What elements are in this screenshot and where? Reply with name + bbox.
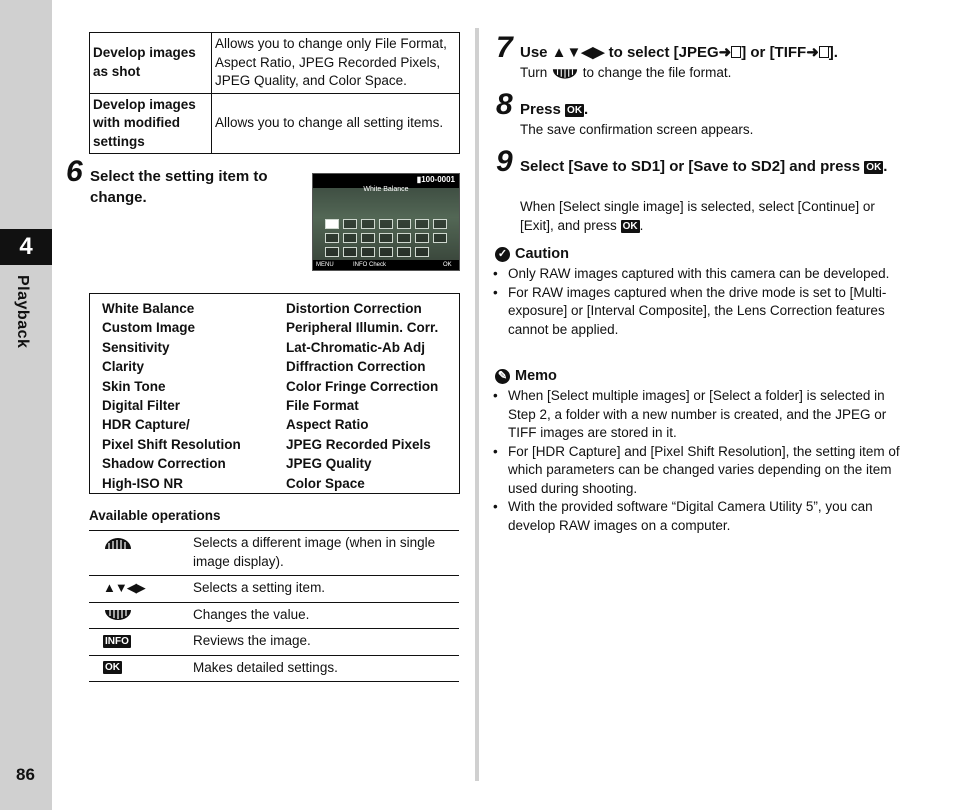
- screen-setting-icon: [361, 219, 375, 229]
- list-item: Aspect Ratio: [286, 417, 369, 433]
- screen-ok-label: OK: [443, 262, 452, 268]
- list-item: Sensitivity: [102, 339, 170, 355]
- screen-menu-label: MENU: [316, 262, 334, 268]
- list-item: Skin Tone: [102, 378, 166, 394]
- convert-arrow-icon: ➜: [718, 44, 732, 61]
- table-row: [89, 655, 459, 682]
- step-7-body: Turn to change the file format.: [520, 65, 732, 80]
- table-row: [90, 93, 460, 154]
- caution-icon: ✓: [495, 247, 510, 262]
- list-item: Peripheral Illumin. Corr.: [286, 320, 439, 336]
- column-divider: [475, 28, 479, 781]
- memo-title: Memo: [515, 368, 557, 384]
- screen-setting-icon: [343, 219, 357, 229]
- list-item: JPEG Quality: [286, 456, 372, 472]
- screen-setting-icon: [397, 219, 411, 229]
- screen-setting-icon: [397, 247, 411, 257]
- camera-screen-thumbnail: [312, 173, 460, 271]
- screen-info-label: INFO: [353, 262, 368, 268]
- list-item: • Only RAW images captured with this camera can be developed.: [490, 265, 900, 284]
- screen-setting-icon: [433, 233, 447, 243]
- caution-list: [490, 265, 900, 339]
- screen-setting-icon: [415, 219, 429, 229]
- screen-file-number: ▮100-0001: [416, 175, 455, 184]
- screen-bottom-bar: [313, 260, 459, 270]
- settings-list-box: [89, 293, 460, 494]
- screen-setting-icon: [361, 233, 375, 243]
- memo-list: [490, 387, 900, 535]
- step-8-number: 8: [496, 88, 513, 121]
- screen-setting-icon: [379, 247, 393, 257]
- list-item: • For [HDR Capture] and [Pixel Shift Resolution], the setting item of which parameters can be changed varies depending on the item used during shooting.: [490, 443, 900, 499]
- ok-button-icon: OK: [866, 161, 882, 173]
- page-number: 86: [16, 765, 35, 784]
- chapter-number: 4: [0, 229, 52, 265]
- list-item: Color Fringe Correction: [286, 378, 439, 394]
- screen-setting-icon: [379, 219, 393, 229]
- step-8-title: Press OK .: [520, 101, 589, 118]
- caution-heading: [495, 246, 569, 262]
- operation-description: Reviews the image.: [193, 633, 311, 648]
- list-item: • For RAW images captured when the drive mode is set to [Multi-exposure] or [Interval Composite], the Lens Correction features cannot be applied.: [490, 284, 900, 340]
- list-item: Diffraction Correction: [286, 359, 426, 375]
- step-9-title: Select [Save to SD1] or [Save to SD2] and press OK .: [520, 158, 888, 175]
- convert-arrow-icon: ➜: [806, 44, 819, 61]
- settings-left-column: [102, 299, 241, 493]
- step-6-title: Select the setting item to change.: [90, 168, 268, 206]
- table-row: [89, 602, 459, 629]
- list-item: Lat-Chromatic-Ab Adj: [286, 339, 425, 355]
- screen-setting-icon: [415, 233, 429, 243]
- list-item: Distortion Correction: [286, 301, 422, 316]
- list-item: Custom Image: [102, 320, 196, 336]
- step-6-number: 6: [66, 155, 83, 188]
- info-button-icon: INFO: [105, 635, 129, 647]
- chapter-label: Playback: [14, 275, 31, 349]
- screen-setting-icon: [325, 219, 339, 229]
- screen-setting-icon: [361, 247, 375, 257]
- available-operations-title: Available operations: [89, 508, 221, 523]
- caution-title: Caution: [515, 246, 569, 262]
- table-key: Develop images with modified settings: [90, 93, 212, 154]
- list-item: Digital Filter: [102, 398, 181, 414]
- list-item: Color Space: [286, 475, 365, 491]
- table-row: [90, 33, 460, 94]
- screen-setting-icon: [415, 247, 429, 257]
- step-7-title: Use ▲▼◀▶ to select [JPEG➜ ] or [TIFF➜ ].: [520, 44, 838, 61]
- front-dial-icon: [103, 537, 133, 550]
- table-value: Allows you to change only File Format, Aspect Ratio, JPEG Recorded Pixels, JPEG Quality, and Color Space.: [212, 33, 460, 94]
- table-key: Develop images as shot: [90, 33, 212, 94]
- table-row: [89, 629, 459, 656]
- arrows-icon: ▲▼◀▶: [103, 580, 145, 595]
- step-9-number: 9: [496, 145, 513, 178]
- step-7-number: 7: [496, 31, 513, 64]
- memo-icon: ✎: [495, 369, 510, 384]
- screen-setting-icon: [343, 247, 357, 257]
- settings-right-column: [286, 299, 438, 493]
- list-item: HDR Capture/: [102, 417, 190, 433]
- rear-dial-icon: [551, 67, 579, 80]
- screen-check-label: Check: [369, 262, 387, 268]
- frame-icon: [819, 46, 829, 58]
- ok-button-icon: OK: [622, 220, 638, 232]
- chapter-side-tab: [0, 0, 52, 810]
- list-item: • With the provided software “Digital Camera Utility 5”, you can develop RAW images on a computer.: [490, 498, 900, 535]
- ok-button-icon: OK: [105, 662, 120, 674]
- operation-description: Makes detailed settings.: [193, 659, 338, 675]
- develop-options-table: [89, 32, 460, 154]
- list-item: File Format: [286, 398, 359, 414]
- list-item: • When [Select multiple images] or [Select a folder] is selected in Step 2, a folder with a new number is created, and the JPEG or TIFF images are stored in it.: [490, 387, 900, 443]
- step-9-body: When [Select single image] is selected, select [Continue] or [Exit], and press OK .: [520, 199, 875, 233]
- memo-heading: [495, 368, 557, 384]
- screen-setting-icon: [325, 247, 339, 257]
- screen-setting-icon: [325, 233, 339, 243]
- step-8-body: The save confirmation screen appears.: [520, 122, 754, 137]
- operation-description: Selects a setting item.: [193, 580, 326, 595]
- table-row: [89, 576, 459, 603]
- list-item: Clarity: [102, 359, 145, 375]
- list-item: Pixel Shift Resolution: [102, 436, 241, 452]
- list-item: JPEG Recorded Pixels: [286, 436, 431, 452]
- list-item: High-ISO NR: [102, 475, 183, 491]
- rear-dial-icon: [103, 608, 133, 621]
- list-item: Shadow Correction: [102, 456, 226, 472]
- screen-setting-icon: [379, 233, 393, 243]
- list-item: White Balance: [102, 301, 195, 316]
- screen-item-title: White Balance: [363, 186, 409, 193]
- table-value: Allows you to change all setting items.: [212, 93, 460, 154]
- operations-table: [89, 530, 459, 682]
- screen-setting-icon: [433, 219, 447, 229]
- table-row: [89, 531, 459, 576]
- screen-setting-icon: [397, 233, 411, 243]
- screen-setting-icon: [343, 233, 357, 243]
- ok-button-icon: OK: [567, 104, 583, 116]
- frame-icon: [731, 46, 741, 58]
- operation-description: Changes the value.: [193, 606, 310, 622]
- operation-description: Selects a different image (when in single image display).: [193, 535, 436, 569]
